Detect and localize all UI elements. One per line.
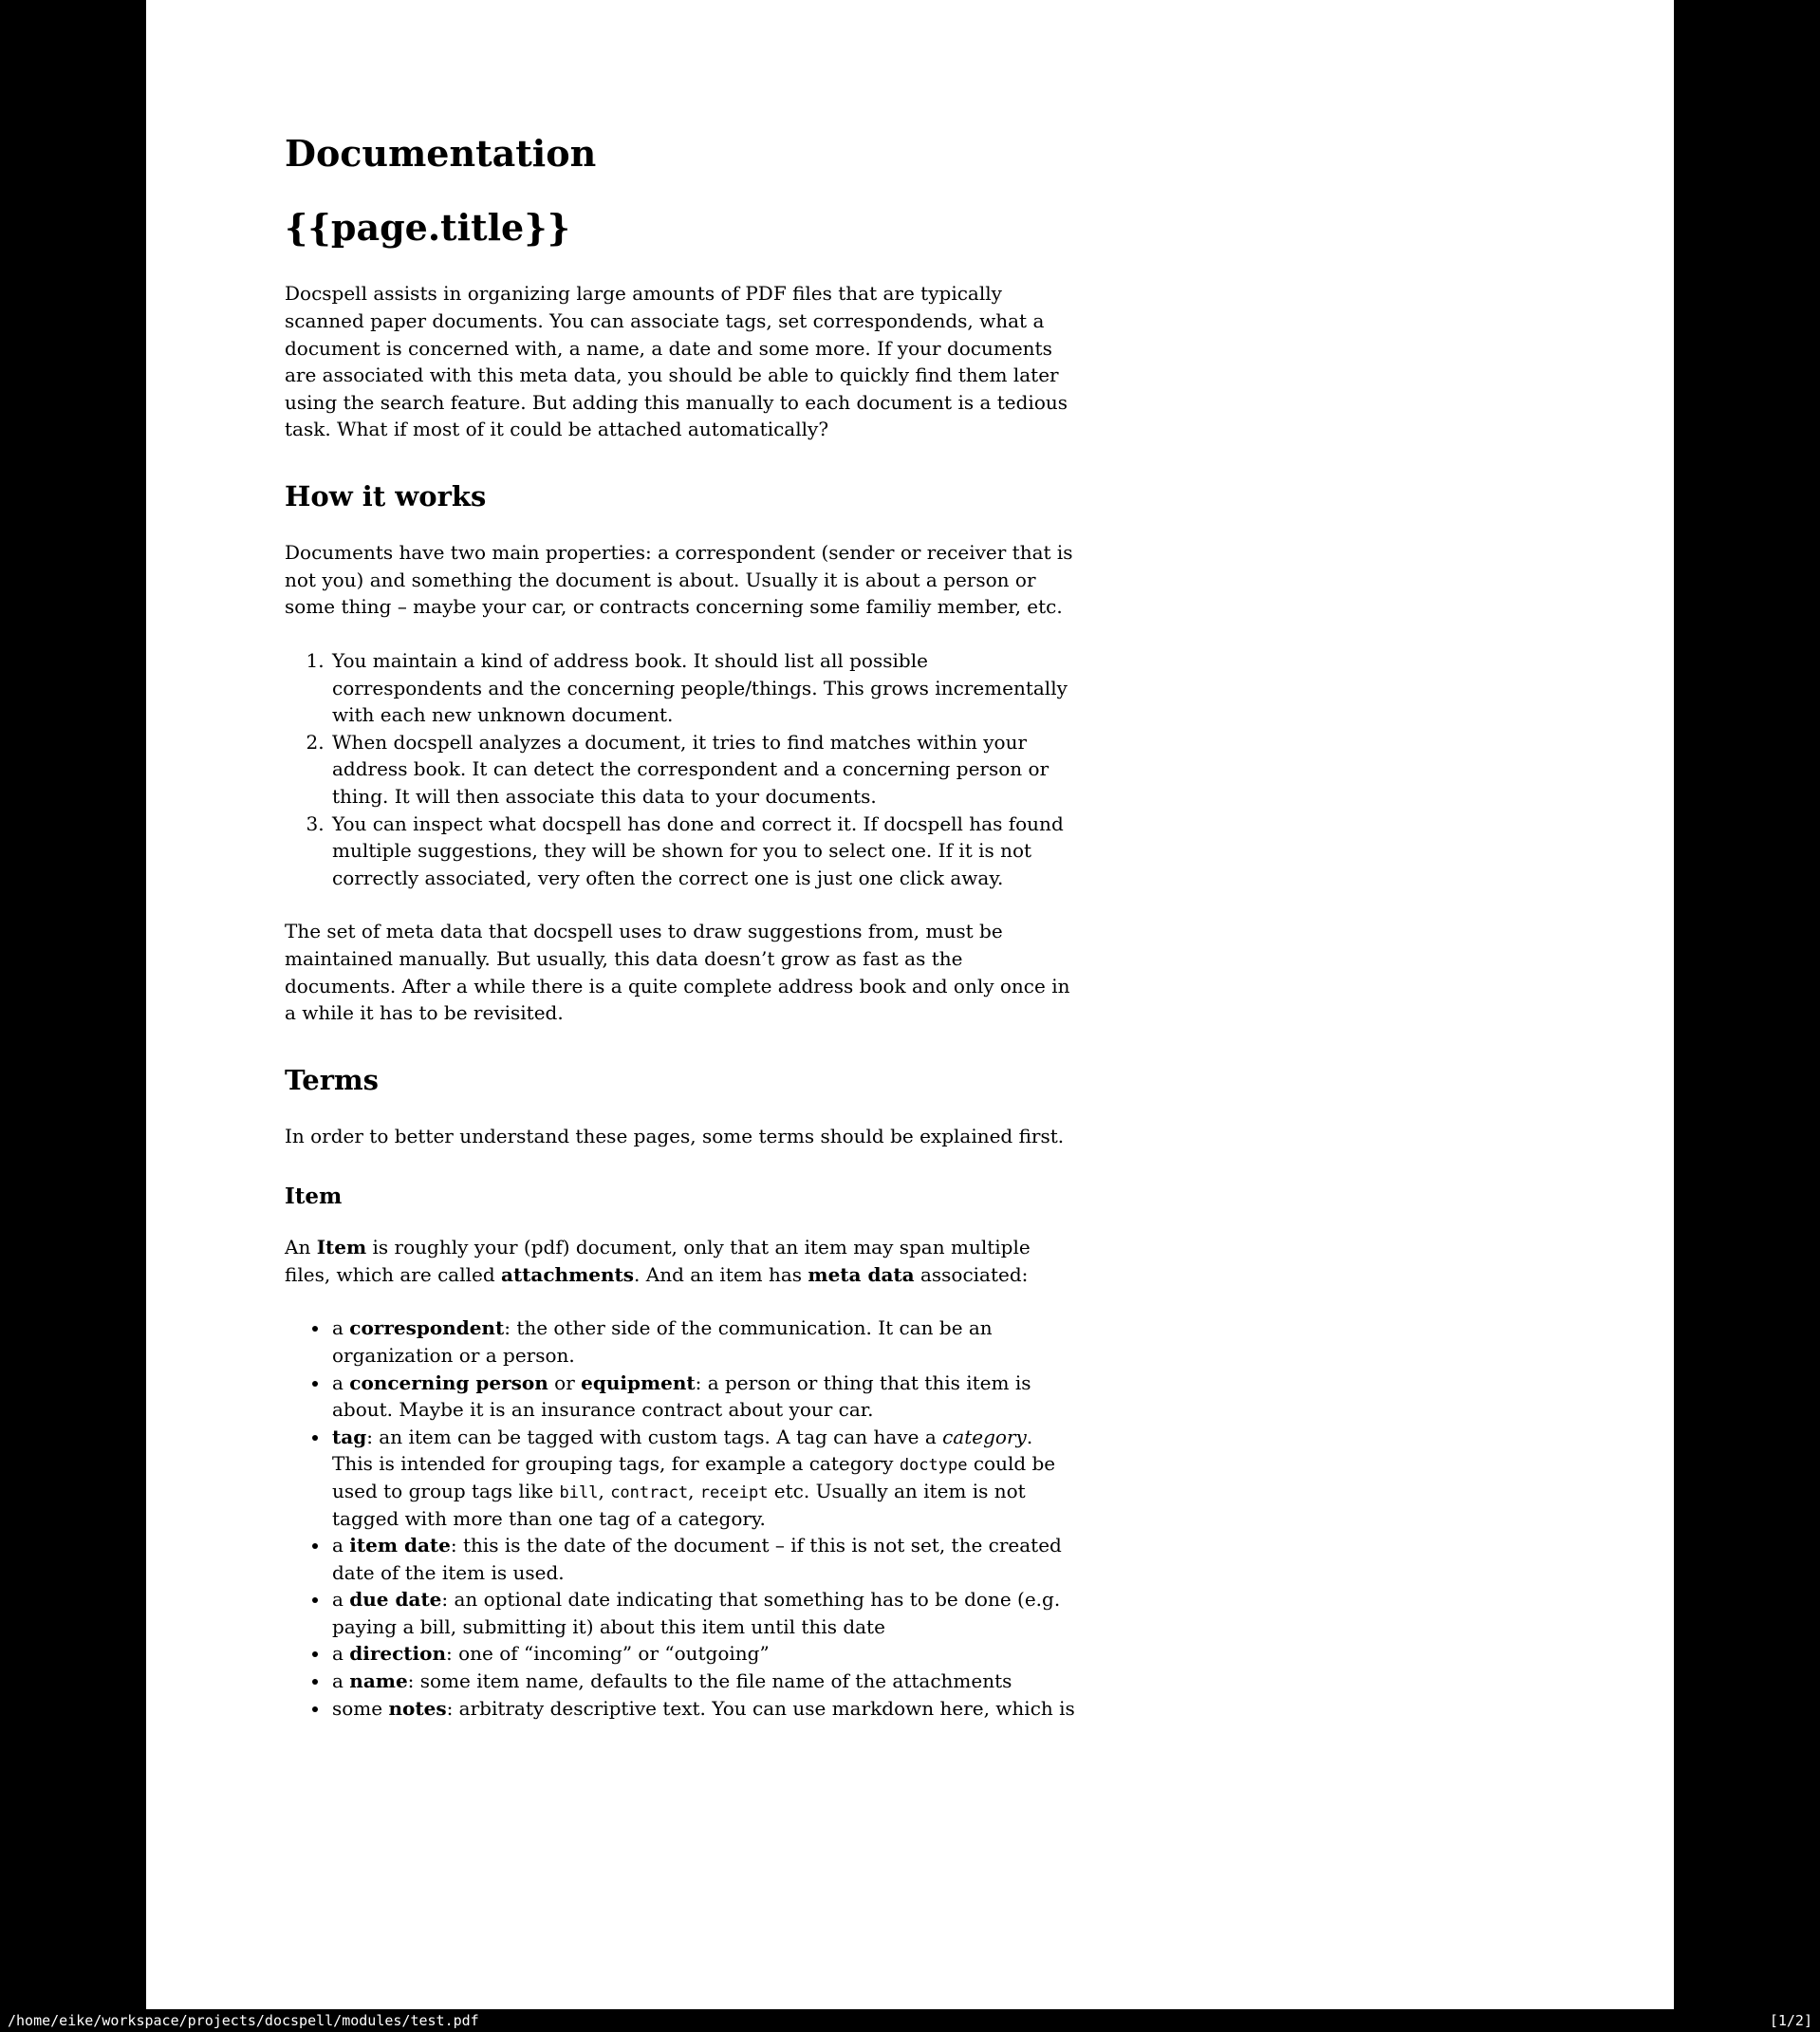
text-run: name bbox=[349, 1669, 408, 1693]
text-run: Docspell assists in organizing large amounts of PDF files that are typically scanned paper documents. You can associate tags, set correspondends, what a document is concerned with, a name, a date and some more. If your documents are associated with this meta data, you should be able to quickly find them later using the search feature. But adding this manually to each document is a tedious task. What if most of it could be attached automatically? bbox=[285, 282, 1068, 441]
subsection-heading-item bbox=[285, 1184, 1078, 1209]
statusbar bbox=[0, 2009, 1820, 2032]
statusbar-page-indicator: [1/2] bbox=[1769, 2012, 1812, 2029]
text-run: or bbox=[548, 1370, 582, 1394]
inline-code: receipt bbox=[699, 1482, 769, 1502]
list-item bbox=[330, 647, 1078, 729]
text-run: meta data bbox=[808, 1262, 915, 1286]
item-meta-data-list bbox=[285, 1314, 1078, 1722]
terms-intro-paragraph bbox=[285, 1123, 1078, 1150]
how-it-works-steps bbox=[285, 647, 1078, 891]
text-run: , bbox=[598, 1479, 611, 1502]
inline-code: bill bbox=[559, 1482, 599, 1502]
text-run: . This is intended for grouping tags, for example a category bbox=[332, 1425, 1033, 1476]
inline-code: contract bbox=[610, 1482, 689, 1502]
list-item bbox=[330, 811, 1078, 892]
text-run: Item bbox=[316, 1236, 367, 1259]
text-run: a bbox=[332, 1370, 350, 1394]
text-run: tag bbox=[332, 1425, 367, 1448]
text-run: a bbox=[332, 1316, 350, 1340]
text-run: An bbox=[285, 1236, 317, 1259]
text-run: In order to better understand these pages, some terms should be explained first. bbox=[285, 1125, 1065, 1148]
pdf-page-content bbox=[146, 0, 1078, 1722]
pdf-page bbox=[146, 0, 1674, 2009]
text-run: . And an item has bbox=[634, 1262, 808, 1286]
text-run: attachments bbox=[500, 1262, 635, 1286]
text-run: some bbox=[332, 1696, 389, 1720]
text-run: : arbitraty descriptive text. You can use markdown here, which is bbox=[446, 1696, 1075, 1720]
text-run: The set of meta data that docspell uses to draw suggestions from, must be maintained manually. But usually, this data doesn’t grow as fast as the documents. After a while there is a quite complete address book and only once in a while it has to be revisited. bbox=[285, 920, 1070, 1025]
text-run: is roughly your (pdf) document, only that an item may span multiple files, which are called bbox=[285, 1236, 1031, 1286]
list-item bbox=[330, 1695, 1078, 1723]
text-run: {{page.title}} bbox=[285, 205, 571, 249]
list-item bbox=[330, 1370, 1078, 1424]
text-run: How it works bbox=[285, 479, 487, 513]
text-run: a bbox=[332, 1534, 350, 1557]
text-run: , bbox=[688, 1479, 700, 1502]
list-item bbox=[330, 1640, 1078, 1668]
text-run: could be used to group tags like bbox=[332, 1452, 1056, 1502]
text-run: Documents have two main properties: a correspondent (sender or receiver that is not you) and something the document is about. Usually it is about a person or some thing – maybe your car, or contracts concerning some familiy member, etc. bbox=[285, 541, 1073, 619]
text-run: equipment bbox=[581, 1370, 696, 1394]
text-run: correspondent bbox=[349, 1316, 505, 1340]
text-run: Item bbox=[285, 1183, 343, 1209]
list-item bbox=[330, 729, 1078, 811]
text-run: : an optional date indicating that something has to be done (e.g. paying a bill, submitting it) about this item until this date bbox=[332, 1588, 1061, 1638]
list-item bbox=[330, 1586, 1078, 1640]
list-item bbox=[330, 1532, 1078, 1586]
item-definition-paragraph bbox=[285, 1234, 1078, 1288]
text-run: a bbox=[332, 1669, 350, 1693]
text-run: : the other side of the communication. It can be an organization or a person. bbox=[332, 1316, 993, 1367]
list-item bbox=[330, 1668, 1078, 1695]
text-run: When docspell analyzes a document, it tries to find matches within your address book. It can detect the correspondent and a concerning person or thing. It will then associate this data to your documents. bbox=[332, 730, 1049, 809]
meta-data-paragraph bbox=[285, 918, 1078, 1026]
text-run: a bbox=[332, 1642, 350, 1666]
section-heading-terms bbox=[285, 1065, 1078, 1096]
text-run: : a person or thing that this item is about. Maybe it is an insurance contract about your car. bbox=[332, 1370, 1031, 1422]
doc-title-documentation bbox=[285, 133, 1078, 175]
text-run: : this is the date of the document – if this is not set, the created date of the item is used. bbox=[332, 1534, 1062, 1584]
text-run: You can inspect what docspell has done and correct it. If docspell has found multiple suggestions, they will be shown for you to select one. If it is not correctly associated, very often the correct one is just one click away. bbox=[332, 811, 1064, 889]
section-heading-how-it-works bbox=[285, 481, 1078, 513]
how-it-works-paragraph bbox=[285, 539, 1078, 621]
list-item bbox=[330, 1314, 1078, 1369]
list-item bbox=[330, 1424, 1078, 1532]
doc-title-page-title-placeholder bbox=[285, 207, 1078, 249]
text-run: due date bbox=[349, 1588, 442, 1612]
text-run: direction bbox=[349, 1642, 447, 1666]
text-run: Terms bbox=[285, 1063, 379, 1096]
text-run: item date bbox=[349, 1534, 451, 1557]
text-run: a bbox=[332, 1588, 350, 1612]
inline-code: doctype bbox=[899, 1456, 968, 1476]
text-run: notes bbox=[388, 1696, 447, 1720]
text-run: : some item name, defaults to the file name of the attachments bbox=[407, 1669, 1012, 1693]
text-run: : an item can be tagged with custom tags. A tag can have a bbox=[366, 1425, 943, 1448]
text-run: : one of “incoming” or “outgoing” bbox=[446, 1642, 770, 1666]
text-run: associated: bbox=[914, 1262, 1029, 1286]
text-run: category bbox=[942, 1425, 1027, 1448]
intro-paragraph bbox=[285, 280, 1078, 443]
text-run: concerning person bbox=[349, 1370, 548, 1394]
statusbar-file-path: /home/eike/workspace/projects/docspell/modules/test.pdf bbox=[8, 2012, 479, 2029]
text-run: You maintain a kind of address book. It should list all possible correspondents and the concerning people/things. This grows incrementally with each new unknown document. bbox=[332, 649, 1068, 727]
text-run: Documentation bbox=[285, 132, 597, 175]
text-run: etc. Usually an item is not tagged with more than one tag of a category. bbox=[332, 1479, 1026, 1530]
